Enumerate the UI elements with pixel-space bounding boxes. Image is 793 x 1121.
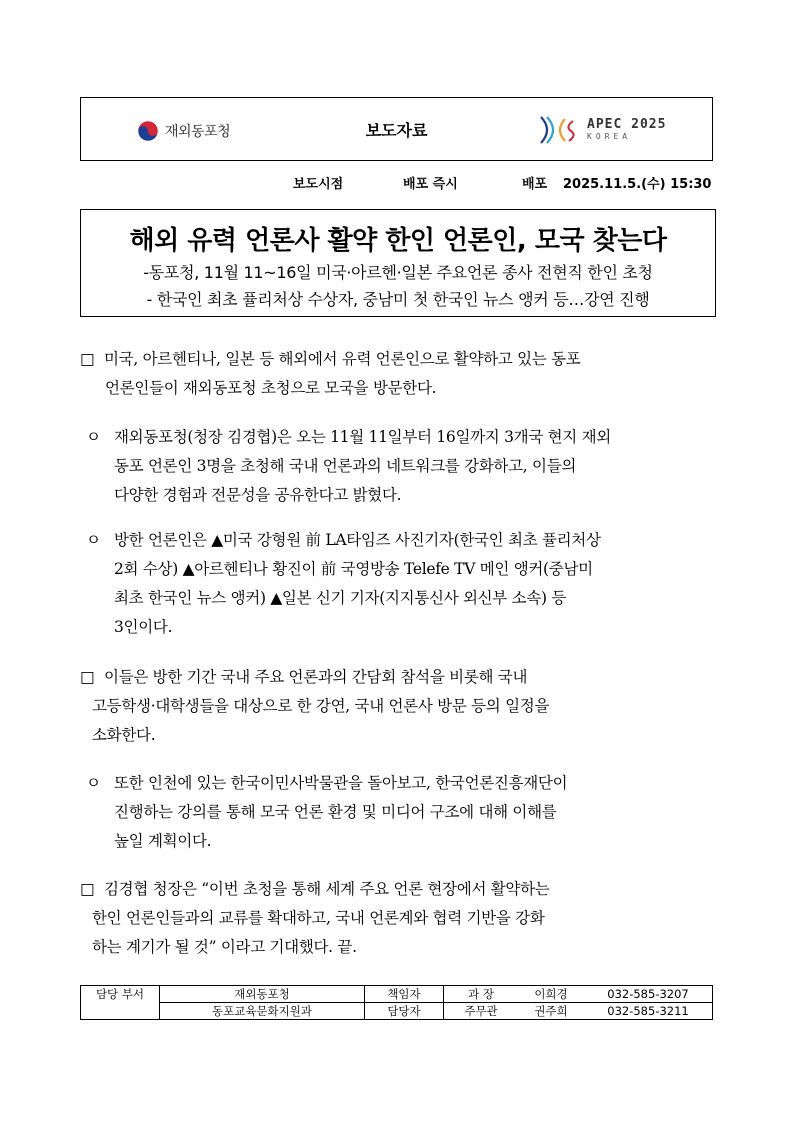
subheadline-1: -동포청, 11월 11~16일 미국·아르헨·일본 주요언론 종사 전현직 한인 초청 <box>143 263 653 282</box>
apec-sub: KOREA <box>587 131 632 141</box>
line: 높일 계획이다. <box>114 832 212 850</box>
paragraph-3 <box>86 526 720 642</box>
contact-table <box>80 985 713 1020</box>
paragraph-2 <box>86 423 720 510</box>
paragraph-4 <box>80 663 720 750</box>
job-title: 과 장 <box>444 986 519 1003</box>
role: 담당자 <box>365 1003 444 1020</box>
paragraph-1 <box>80 345 720 403</box>
headline: 해외 유력 언론사 활약 한인 언론인, 모국 찾는다 <box>129 226 667 256</box>
square-bullet-icon: □ <box>80 350 95 368</box>
line: 한인 언론인들과의 교류를 확대하고, 국내 언론계와 협력 기반을 강화 <box>92 909 545 927</box>
paragraph-4-text <box>80 663 720 750</box>
apec-title: APEC 2025 <box>587 117 667 133</box>
person-name: 권주희 <box>518 1003 584 1020</box>
phone: 032-585-3207 <box>584 986 713 1003</box>
circle-bullet-icon: ㅇ <box>86 774 101 792</box>
line: 이들은 방한 기간 국내 주요 언론과의 간담회 참석을 비롯해 국내 <box>104 668 528 686</box>
paragraph-1-text <box>80 345 720 403</box>
line: 미국, 아르헨티나, 일본 등 해외에서 유력 언론인으로 활약하고 있는 동포 <box>104 350 581 368</box>
circle-bullet-icon: ㅇ <box>86 531 101 549</box>
line: 또한 인천에 있는 한국이민사박물관을 돌아보고, 한국언론진흥재단이 <box>114 774 568 792</box>
line: 다양한 경험과 전문성을 공유한다고 밝혔다. <box>114 486 402 504</box>
title-box <box>80 209 716 317</box>
circle-bullet-icon: ㅇ <box>86 428 101 446</box>
release-time-value: 배포 즉시 <box>403 177 458 192</box>
line: 2회 수상) ▲아르헨티나 황진이 前 국영방송 Telefe TV 메인 앵커(중남미 <box>114 560 593 578</box>
distribution-date: 2025.11.5.(수) 15:30 <box>563 177 712 192</box>
phone: 032-585-3211 <box>584 1003 713 1020</box>
release-time-label: 보도시점 <box>293 177 344 192</box>
line: 소화한다. <box>92 726 156 744</box>
paragraph-5-text <box>86 769 720 856</box>
line: 재외동포청(청장 김경협)은 오는 11월 11일부터 16일까지 3개국 현지 재외 <box>114 428 611 446</box>
line: 동포 언론인 3명을 초청해 국내 언론과의 네트워크를 강화하고, 이들의 <box>114 457 577 475</box>
dept-label: 담당 부서 <box>81 986 160 1020</box>
job-title: 주무관 <box>444 1003 519 1020</box>
line: 진행하는 강의를 통해 모국 언론 환경 및 미디어 구조에 대해 이해를 <box>114 803 557 821</box>
person-name: 이희경 <box>518 986 584 1003</box>
paragraph-5 <box>86 769 720 856</box>
paragraph-2-text <box>86 423 720 510</box>
subheadline-2: - 한국인 최초 퓰리처상 수상자, 중남미 첫 한국인 뉴스 앵커 등…강연 진행 <box>146 290 650 309</box>
dept-name-1: 재외동포청 <box>160 986 365 1003</box>
square-bullet-icon: □ <box>80 880 95 898</box>
agency-name: 재외동포청 <box>165 124 231 140</box>
square-bullet-icon: □ <box>80 668 95 686</box>
table-row <box>81 1003 713 1020</box>
line: 3인이다. <box>114 618 173 636</box>
line: 방한 언론인은 ▲미국 강형원 前 LA타임즈 사진기자(한국인 최초 퓰리처상 <box>114 531 601 549</box>
paragraph-6 <box>80 875 720 962</box>
line: 최초 한국인 뉴스 앵커) ▲일본 신기 기자(지지통신사 외신부 소속) 등 <box>114 589 567 607</box>
role: 책임자 <box>365 986 444 1003</box>
header-box <box>80 97 713 161</box>
distribution-label: 배포 <box>522 177 548 192</box>
line: 하는 계기가 될 것” 이라고 기대했다. 끝. <box>92 938 357 956</box>
line: 언론인들이 재외동포청 초청으로 모국을 방문한다. <box>105 379 437 397</box>
paragraph-6-text <box>80 875 720 962</box>
dept-name-2: 동포교육문화지원과 <box>160 1003 365 1020</box>
table-row <box>81 986 713 1003</box>
line: 김경협 청장은 “이번 초청을 통해 세계 주요 언론 현장에서 활약하는 <box>104 880 550 898</box>
paragraph-3-text <box>86 526 720 642</box>
apec-emblem-icon <box>535 113 583 147</box>
doc-type: 보도자료 <box>365 121 428 140</box>
apec-logo <box>535 113 666 147</box>
line: 고등학생·대학생들을 대상으로 한 강연, 국내 언론사 방문 등의 일정을 <box>92 697 550 715</box>
